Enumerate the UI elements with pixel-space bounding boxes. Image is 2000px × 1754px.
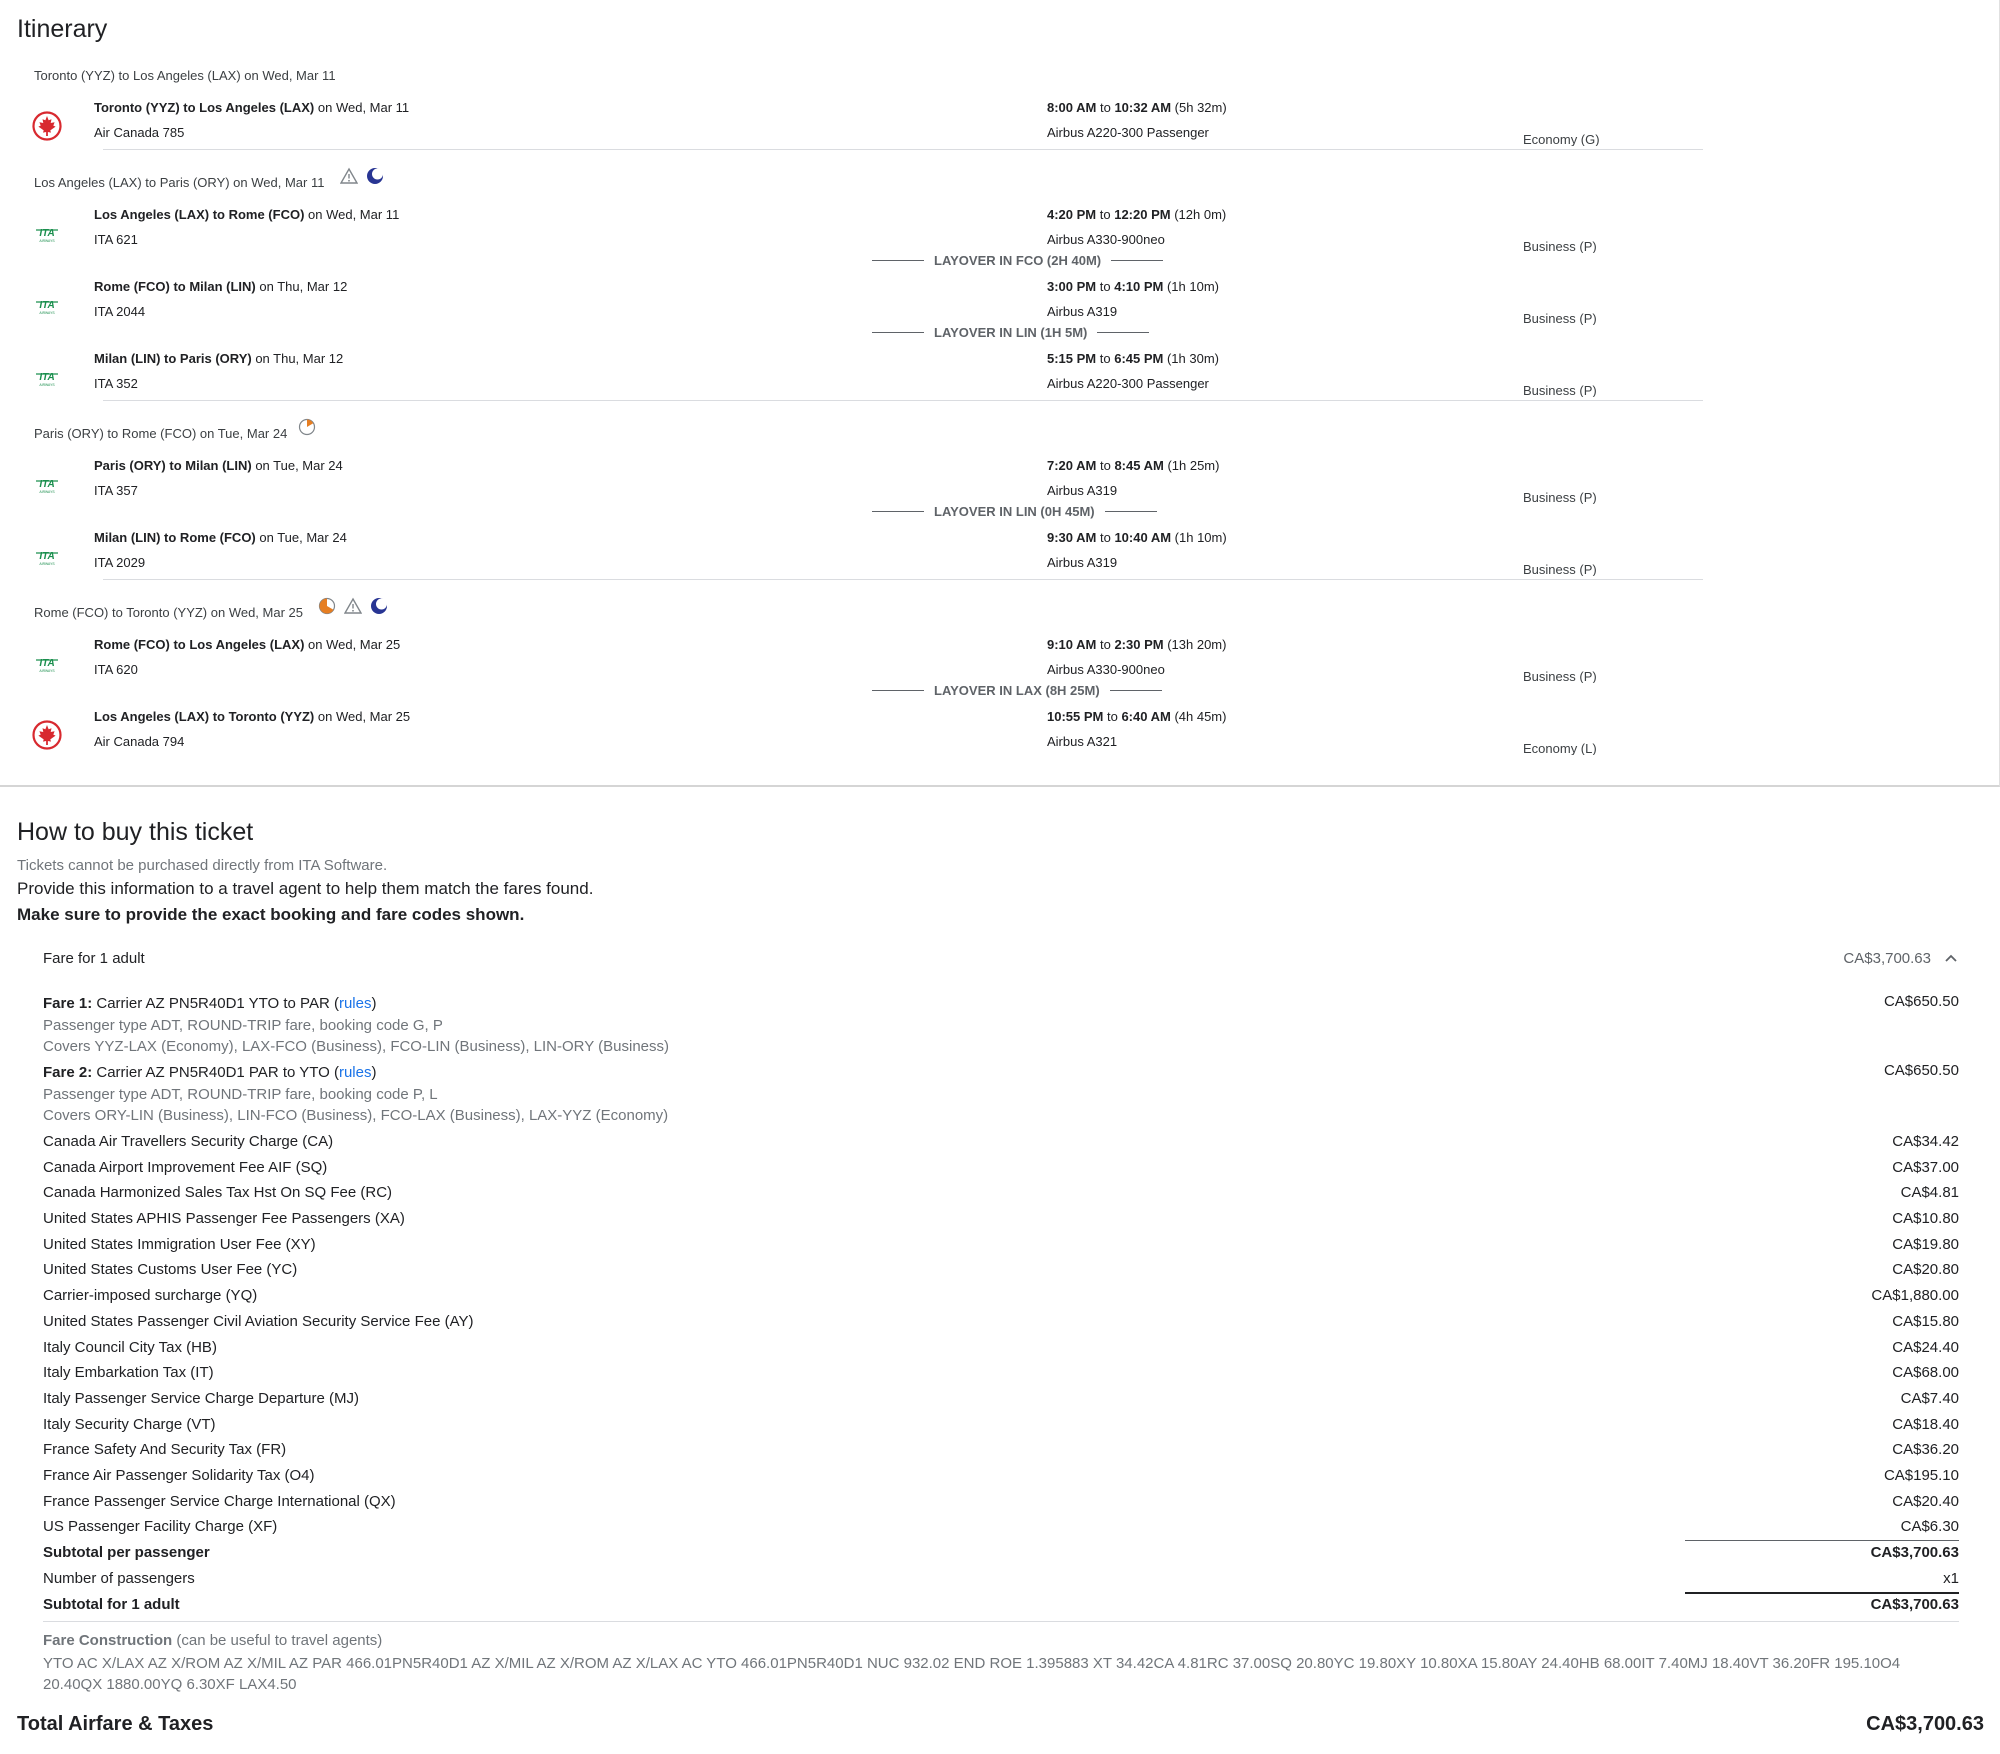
segment-route-airports: Los Angeles (LAX) to Toronto (YYZ) — [94, 709, 315, 724]
segment-route-airports: Los Angeles (LAX) to Rome (FCO) — [94, 207, 305, 222]
segment-aircraft: Airbus A330-900neo — [1047, 232, 1165, 247]
layover-line-left — [872, 332, 924, 333]
segment-aircraft: Airbus A220-300 Passenger — [1047, 125, 1209, 140]
svg-text:AIRWAYS: AIRWAYS — [39, 562, 55, 566]
segment-date: on Tue, Mar 24 — [255, 530, 347, 545]
segment-duration: (1h 25m) — [1163, 458, 1220, 473]
passengers-label: Number of passengers — [43, 1570, 195, 1587]
flight-segment — [0, 703, 2000, 763]
fare-construction-divider — [43, 1621, 1959, 1622]
segment-departure-time: 8:00 AM — [1047, 100, 1097, 115]
tax-name: Carrier-imposed surcharge (YQ) — [43, 1287, 258, 1305]
segment-times — [1047, 709, 1226, 724]
ita-airways-logo-icon — [32, 362, 62, 392]
segment-arrival-time: 4:10 PM — [1114, 279, 1164, 294]
segment-duration: (1h 30m) — [1163, 351, 1219, 366]
layover-line-left — [872, 260, 924, 261]
segment-date: on Thu, Mar 12 — [251, 351, 344, 366]
tax-amount: CA$36.20 — [1892, 1441, 1959, 1459]
segment-duration: (13h 20m) — [1163, 637, 1227, 652]
segment-cabin: Business (P) — [1523, 311, 1597, 325]
tax-amount: CA$20.80 — [1892, 1261, 1959, 1279]
air-canada-logo-icon — [32, 720, 62, 750]
tax-row — [43, 1234, 1959, 1260]
segment-arrival-time: 6:45 PM — [1114, 351, 1164, 366]
fare-1-amount: CA$650.50 — [1883, 993, 1959, 1010]
flight-segment — [0, 345, 2000, 405]
layover-separator — [872, 325, 1149, 340]
fare-construction-label: Fare Construction — [43, 1632, 173, 1649]
fare-1-block — [43, 993, 1959, 1058]
tax-row — [43, 1182, 1959, 1208]
segment-duration: (1h 10m) — [1163, 279, 1219, 294]
segment-route-airports: Paris (ORY) to Milan (LIN) — [94, 458, 252, 473]
tax-name: Italy Embarkation Tax (IT) — [43, 1364, 214, 1382]
tax-amount: CA$10.80 — [1892, 1210, 1959, 1228]
passengers-value: x1 — [1943, 1570, 1959, 1587]
tax-name: Canada Airport Improvement Fee AIF (SQ) — [43, 1158, 328, 1176]
tax-amount: CA$34.42 — [1892, 1133, 1959, 1150]
segment-times — [1047, 279, 1219, 294]
tax-row — [43, 1131, 1959, 1157]
segment-duration: (4h 45m) — [1170, 709, 1227, 724]
fare-2-passenger-type: Passenger type ADT, ROUND-TRIP fare, booking code P, L — [43, 1085, 438, 1103]
segment-cabin: Business (P) — [1523, 669, 1597, 683]
tax-name: US Passenger Facility Charge (XF) — [43, 1518, 278, 1536]
fare-1-close: ) — [371, 995, 377, 1012]
tax-amount: CA$7.40 — [1900, 1389, 1959, 1407]
subtotal-per-passenger-amount: CA$3,700.63 — [1870, 1544, 1959, 1561]
tax-amount: CA$20.40 — [1892, 1492, 1959, 1510]
tax-row — [43, 1157, 1959, 1183]
flight-segment — [0, 524, 2000, 584]
tax-row — [43, 1516, 1959, 1542]
segment-cabin: Business (P) — [1523, 490, 1597, 504]
svg-text:AIRWAYS: AIRWAYS — [39, 669, 55, 673]
long-layover-icon[interactable] — [318, 597, 336, 615]
fare-1-passenger-type: Passenger type ADT, ROUND-TRIP fare, booking code G, P — [43, 1016, 443, 1034]
tax-name: Italy Council City Tax (HB) — [43, 1338, 217, 1356]
segment-duration: (12h 0m) — [1170, 207, 1227, 222]
segment-route — [94, 351, 343, 366]
fare-1-label: Fare 1: — [43, 995, 93, 1012]
buy-note-agent: Provide this information to a travel agent to help them match the fares found. — [17, 879, 594, 898]
subtotal-per-passenger-row — [43, 1542, 1959, 1566]
flight-segment — [0, 631, 2000, 691]
time-small-icon[interactable] — [298, 418, 316, 436]
warning-icon[interactable] — [340, 167, 358, 185]
overnight-icon[interactable] — [370, 597, 388, 615]
flight-segment — [0, 94, 2000, 154]
segment-to: to — [1096, 207, 1115, 222]
svg-text:AIRWAYS: AIRWAYS — [39, 239, 55, 243]
flight-segment — [0, 273, 2000, 333]
total-amount: CA$3,700.63 — [1866, 1713, 1984, 1735]
tax-name: Italy Security Charge (VT) — [43, 1415, 216, 1433]
tax-name: United States APHIS Passenger Fee Passengers (XA) — [43, 1210, 405, 1228]
segment-times — [1047, 458, 1219, 473]
fare-2-line — [43, 1062, 1959, 1084]
segment-cabin: Economy (L) — [1523, 741, 1597, 755]
svg-text:ITA: ITA — [39, 658, 55, 669]
ita-airways-logo-icon — [32, 469, 62, 499]
svg-text:ITA: ITA — [39, 551, 55, 562]
segment-cabin: Business (P) — [1523, 239, 1597, 253]
segment-departure-time: 10:55 PM — [1047, 709, 1104, 724]
slice-indicators — [298, 418, 316, 436]
slice-indicators — [340, 167, 384, 185]
svg-text:AIRWAYS: AIRWAYS — [39, 311, 55, 315]
tax-amount: CA$37.00 — [1892, 1158, 1959, 1176]
segment-to: to — [1096, 637, 1115, 652]
ita-airways-logo-icon — [32, 290, 62, 320]
tax-name: United States Immigration User Fee (XY) — [43, 1235, 316, 1253]
tax-row — [43, 1362, 1959, 1388]
segment-flight-number: Air Canada 785 — [94, 125, 185, 140]
layover-separator — [872, 683, 1162, 698]
segment-duration: (5h 32m) — [1171, 100, 1227, 115]
fare-header[interactable] — [43, 950, 1959, 972]
tax-amount: CA$4.81 — [1900, 1184, 1959, 1202]
svg-text:ITA: ITA — [39, 479, 55, 490]
segment-times — [1047, 530, 1227, 545]
tax-name: Canada Air Travellers Security Charge (CA) — [43, 1133, 334, 1150]
tax-name: France Air Passenger Solidarity Tax (O4) — [43, 1466, 315, 1484]
buy-note-codes: Make sure to provide the exact booking and fare codes shown. — [17, 905, 525, 924]
tax-amount: CA$6.30 — [1900, 1518, 1959, 1536]
slice-header: Rome (FCO) to Toronto (YYZ) on Wed, Mar 25 — [34, 605, 303, 620]
total-label: Total Airfare & Taxes — [17, 1713, 214, 1735]
subtotal-per-passenger-label: Subtotal per passenger — [43, 1544, 210, 1561]
layover-line-right — [1097, 332, 1149, 333]
segment-departure-time: 5:15 PM — [1047, 351, 1097, 366]
segment-times — [1047, 351, 1219, 366]
segment-departure-time: 7:20 AM — [1047, 458, 1097, 473]
svg-text:AIRWAYS: AIRWAYS — [39, 383, 55, 387]
segment-aircraft: Airbus A319 — [1047, 483, 1118, 498]
svg-text:ITA: ITA — [39, 372, 55, 383]
flight-segment — [0, 201, 2000, 261]
fare-construction-text: YTO AC X/LAX AZ X/ROM AZ X/MIL AZ PAR 466.01PN5R40D1 AZ X/MIL AZ X/ROM AZ X/LAX AC YTO 466.01PN5R40D1 NUC 932.02 END ROE 1.395883 XT 34.42CA 4.81RC 37.00SQ 20.80YC 19.80XY 10.80XA 15.80AY 24.40HB 68.00IT 7.40MJ 18.40VT 36.20FR 195.10O4 20.40QX 1880.00YQ 6.30XF LAX4.50 — [43, 1655, 1901, 1693]
fare-1-line — [43, 993, 1959, 1015]
segment-arrival-time: 10:40 AM — [1114, 530, 1172, 545]
tax-amount: CA$1,880.00 — [1871, 1287, 1959, 1305]
ita-airways-logo-icon — [32, 648, 62, 678]
slice-header: Paris (ORY) to Rome (FCO) on Tue, Mar 24 — [34, 426, 288, 441]
segment-aircraft: Airbus A321 — [1047, 734, 1118, 749]
fare-construction-note: (can be useful to travel agents) — [172, 1632, 383, 1649]
tax-name: Canada Harmonized Sales Tax Hst On SQ Fee (RC) — [43, 1184, 393, 1202]
svg-text:AIRWAYS: AIRWAYS — [39, 490, 55, 494]
layover-text: LAYOVER IN LAX (8H 25M) — [934, 683, 1100, 698]
segment-flight-number: ITA 2044 — [94, 304, 146, 319]
fare-2-close: ) — [371, 1064, 377, 1081]
subtotal-adult-amount: CA$3,700.63 — [1870, 1596, 1959, 1613]
layover-text: LAYOVER IN FCO (2H 40M) — [934, 253, 1102, 268]
segment-arrival-time: 2:30 PM — [1114, 637, 1164, 652]
tax-row — [43, 1259, 1959, 1285]
segment-route — [94, 530, 347, 545]
segment-route — [94, 279, 347, 294]
segment-times — [1047, 207, 1226, 222]
segment-arrival-time: 8:45 AM — [1114, 458, 1164, 473]
tax-amount: CA$18.40 — [1892, 1415, 1959, 1433]
segment-departure-time: 3:00 PM — [1047, 279, 1097, 294]
fare-2-amount: CA$650.50 — [1883, 1062, 1959, 1079]
fare-1-rules-link[interactable]: rules — [338, 995, 372, 1012]
svg-text:ITA: ITA — [39, 228, 55, 239]
ita-airways-logo-icon — [32, 218, 62, 248]
tax-name: France Passenger Service Charge International (QX) — [43, 1492, 396, 1510]
tax-row — [43, 1465, 1959, 1491]
fare-2-text: Carrier AZ PN5R40D1 PAR to YTO ( — [92, 1064, 339, 1081]
segment-flight-number: ITA 352 — [94, 376, 138, 391]
segment-route — [94, 100, 409, 115]
slice-divider — [103, 400, 1703, 401]
passengers-row — [43, 1568, 1959, 1592]
segment-flight-number: ITA 621 — [94, 232, 138, 247]
tax-list — [43, 1131, 1959, 1542]
slice-header: Toronto (YYZ) to Los Angeles (LAX) on Wed, Mar 11 — [34, 68, 336, 83]
overnight-icon[interactable] — [366, 167, 384, 185]
segment-route — [94, 637, 400, 652]
layover-line-right — [1110, 690, 1162, 691]
chevron-up-icon[interactable] — [1943, 950, 1959, 966]
fare-1-covers: Covers YYZ-LAX (Economy), LAX-FCO (Business), FCO-LIN (Business), LIN-ORY (Business) — [43, 1038, 669, 1055]
fare-2-block — [43, 1062, 1959, 1127]
segment-cabin: Economy (G) — [1523, 132, 1600, 146]
segment-to: to — [1096, 530, 1115, 545]
subtotal-divider — [1685, 1540, 1959, 1541]
layover-text: LAYOVER IN LIN (1H 5M) — [934, 325, 1088, 340]
segment-cabin: Business (P) — [1523, 383, 1597, 397]
layover-line-right — [1111, 260, 1163, 261]
segment-cabin: Business (P) — [1523, 562, 1597, 576]
fare-header-label: Fare for 1 adult — [43, 950, 145, 967]
segment-date: on Wed, Mar 25 — [304, 637, 401, 652]
subtotal-adult-label: Subtotal for 1 adult — [43, 1596, 180, 1613]
tax-row — [43, 1285, 1959, 1311]
segment-aircraft: Airbus A220-300 Passenger — [1047, 376, 1209, 391]
segment-date: on Wed, Mar 11 — [314, 100, 410, 115]
segment-date: on Wed, Mar 25 — [314, 709, 411, 724]
segment-route — [94, 207, 399, 222]
ita-airways-logo-icon — [32, 541, 62, 571]
segment-aircraft: Airbus A319 — [1047, 304, 1118, 319]
segment-route-airports: Milan (LIN) to Paris (ORY) — [94, 351, 252, 366]
tax-row — [43, 1439, 1959, 1465]
slice-divider — [103, 579, 1703, 580]
tax-amount: CA$195.10 — [1883, 1466, 1959, 1484]
segment-departure-time: 9:10 AM — [1047, 637, 1097, 652]
fare-2-covers: Covers ORY-LIN (Business), LIN-FCO (Business), FCO-LAX (Business), LAX-YYZ (Economy) — [43, 1107, 669, 1124]
segment-duration: (1h 10m) — [1171, 530, 1227, 545]
layover-line-right — [1105, 511, 1157, 512]
segment-arrival-time: 10:32 AM — [1114, 100, 1172, 115]
layover-text: LAYOVER IN LIN (0H 45M) — [934, 504, 1095, 519]
segment-flight-number: ITA 620 — [94, 662, 138, 677]
fare-header-amount: CA$3,700.63 — [1843, 950, 1931, 967]
tax-amount: CA$68.00 — [1892, 1364, 1959, 1382]
layover-separator — [872, 504, 1157, 519]
segment-route-airports: Milan (LIN) to Rome (FCO) — [94, 530, 256, 545]
tax-amount: CA$19.80 — [1892, 1235, 1959, 1253]
layover-separator — [872, 253, 1163, 268]
fare-2-rules-link[interactable]: rules — [338, 1064, 372, 1081]
segment-aircraft: Airbus A319 — [1047, 555, 1118, 570]
tax-name: France Safety And Security Tax (FR) — [43, 1441, 287, 1459]
tax-row — [43, 1208, 1959, 1234]
segment-departure-time: 4:20 PM — [1047, 207, 1097, 222]
slice-indicators — [318, 597, 388, 615]
segment-route-airports: Rome (FCO) to Milan (LIN) — [94, 279, 256, 294]
segment-arrival-time: 12:20 PM — [1114, 207, 1171, 222]
tax-amount: CA$24.40 — [1892, 1338, 1959, 1356]
buy-title: How to buy this ticket — [17, 818, 254, 846]
segment-departure-time: 9:30 AM — [1047, 530, 1097, 545]
segment-route-airports: Toronto (YYZ) to Los Angeles (LAX) — [94, 100, 315, 115]
itinerary-title: Itinerary — [17, 15, 108, 43]
segment-flight-number: ITA 2029 — [94, 555, 146, 570]
flight-segment — [0, 452, 2000, 512]
segment-to: to — [1096, 100, 1115, 115]
warning-icon[interactable] — [344, 597, 362, 615]
tax-row — [43, 1337, 1959, 1363]
segment-to: to — [1096, 279, 1115, 294]
tax-name: United States Passenger Civil Aviation Security Service Fee (AY) — [43, 1312, 474, 1330]
fare-1-text: Carrier AZ PN5R40D1 YTO to PAR ( — [92, 995, 339, 1012]
segment-route-airports: Rome (FCO) to Los Angeles (LAX) — [94, 637, 305, 652]
segment-date: on Tue, Mar 24 — [251, 458, 343, 473]
segment-route — [94, 709, 410, 724]
layover-line-left — [872, 511, 924, 512]
segment-date: on Wed, Mar 11 — [304, 207, 400, 222]
segment-flight-number: Air Canada 794 — [94, 734, 185, 749]
segment-flight-number: ITA 357 — [94, 483, 138, 498]
tax-row — [43, 1491, 1959, 1517]
svg-text:ITA: ITA — [39, 300, 55, 311]
air-canada-logo-icon — [32, 111, 62, 141]
tax-name: United States Customs User Fee (YC) — [43, 1261, 298, 1279]
segment-date: on Thu, Mar 12 — [255, 279, 348, 294]
segment-times — [1047, 100, 1227, 115]
tax-amount: CA$15.80 — [1892, 1312, 1959, 1330]
subtotal-adult-row — [43, 1594, 1959, 1618]
segment-times — [1047, 637, 1226, 652]
slice-header: Los Angeles (LAX) to Paris (ORY) on Wed, Mar 11 — [34, 175, 325, 190]
tax-name: Italy Passenger Service Charge Departure (MJ) — [43, 1389, 359, 1407]
buy-note-purchase: Tickets cannot be purchased directly from ITA Software. — [17, 857, 388, 874]
total-row — [17, 1713, 1984, 1741]
tax-row — [43, 1311, 1959, 1337]
segment-arrival-time: 6:40 AM — [1121, 709, 1171, 724]
fare-construction-heading — [43, 1632, 382, 1649]
fare-2-label: Fare 2: — [43, 1064, 93, 1081]
segment-aircraft: Airbus A330-900neo — [1047, 662, 1165, 677]
slice-divider — [103, 149, 1703, 150]
segment-to: to — [1096, 351, 1115, 366]
segment-route — [94, 458, 343, 473]
segment-to: to — [1103, 709, 1122, 724]
segment-to: to — [1096, 458, 1115, 473]
tax-row — [43, 1388, 1959, 1414]
itinerary-card — [0, 0, 2000, 787]
tax-row — [43, 1414, 1959, 1440]
layover-line-left — [872, 690, 924, 691]
